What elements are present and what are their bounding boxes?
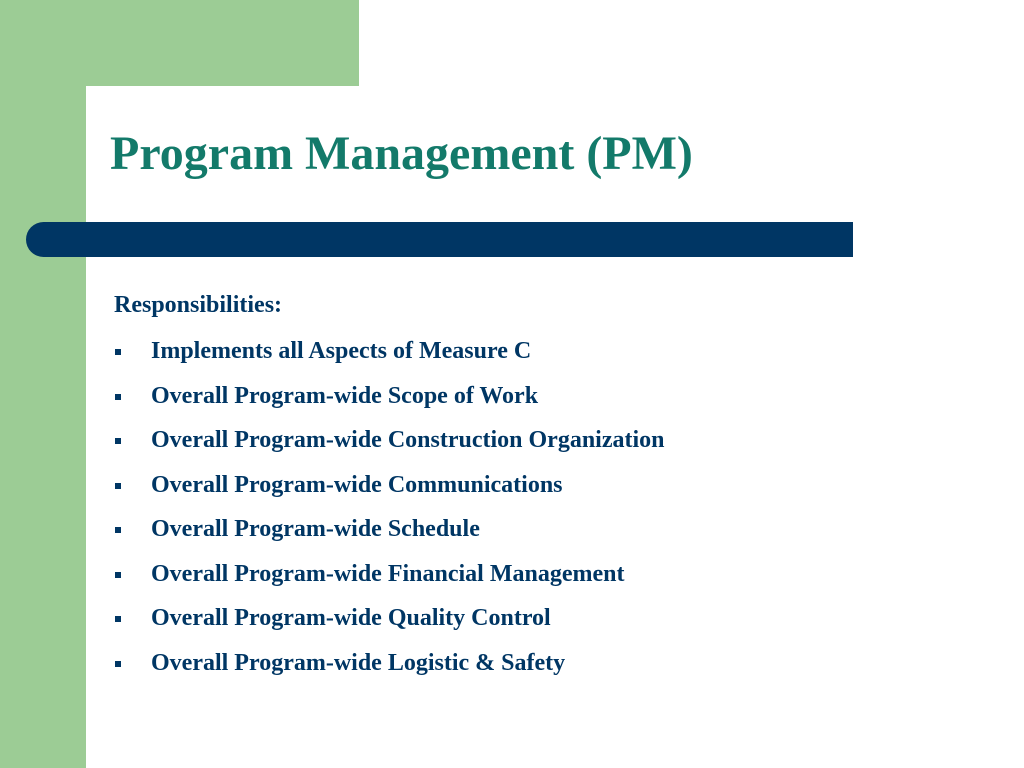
square-bullet-icon bbox=[115, 572, 121, 578]
green-top-panel bbox=[0, 0, 359, 86]
list-item bbox=[114, 335, 994, 367]
list-item bbox=[114, 647, 994, 679]
square-bullet-icon bbox=[115, 483, 121, 489]
slide-body bbox=[114, 289, 994, 691]
square-bullet-icon bbox=[115, 661, 121, 667]
list-item-text: Overall Program-wide Scope of Work bbox=[151, 382, 539, 409]
list-item bbox=[114, 424, 994, 456]
title-divider-bar bbox=[26, 222, 853, 257]
square-bullet-icon bbox=[115, 438, 121, 444]
list-item-text: Overall Program-wide Communications bbox=[151, 471, 563, 498]
responsibilities-list bbox=[114, 335, 994, 679]
square-bullet-icon bbox=[115, 394, 121, 400]
list-item bbox=[114, 469, 994, 501]
list-item-text: Implements all Aspects of Measure C bbox=[151, 338, 532, 364]
square-bullet-icon bbox=[115, 349, 121, 355]
list-item-text: Overall Program-wide Schedule bbox=[151, 516, 480, 542]
square-bullet-icon bbox=[115, 616, 121, 622]
list-item-text: Overall Program-wide Quality Control bbox=[151, 605, 551, 631]
list-item-text: Overall Program-wide Financial Management bbox=[151, 560, 625, 587]
green-side-panel bbox=[0, 0, 86, 768]
slide-title: Program Management (PM) bbox=[110, 127, 693, 180]
list-item bbox=[114, 513, 994, 545]
list-item bbox=[114, 380, 994, 412]
list-item-text: Overall Program-wide Logistic & Safety bbox=[151, 649, 566, 676]
list-item-text: Overall Program-wide Construction Organization bbox=[151, 427, 665, 453]
responsibilities-heading: Responsibilities: bbox=[114, 292, 283, 318]
list-item bbox=[114, 602, 994, 634]
list-item bbox=[114, 558, 994, 590]
square-bullet-icon bbox=[115, 527, 121, 533]
